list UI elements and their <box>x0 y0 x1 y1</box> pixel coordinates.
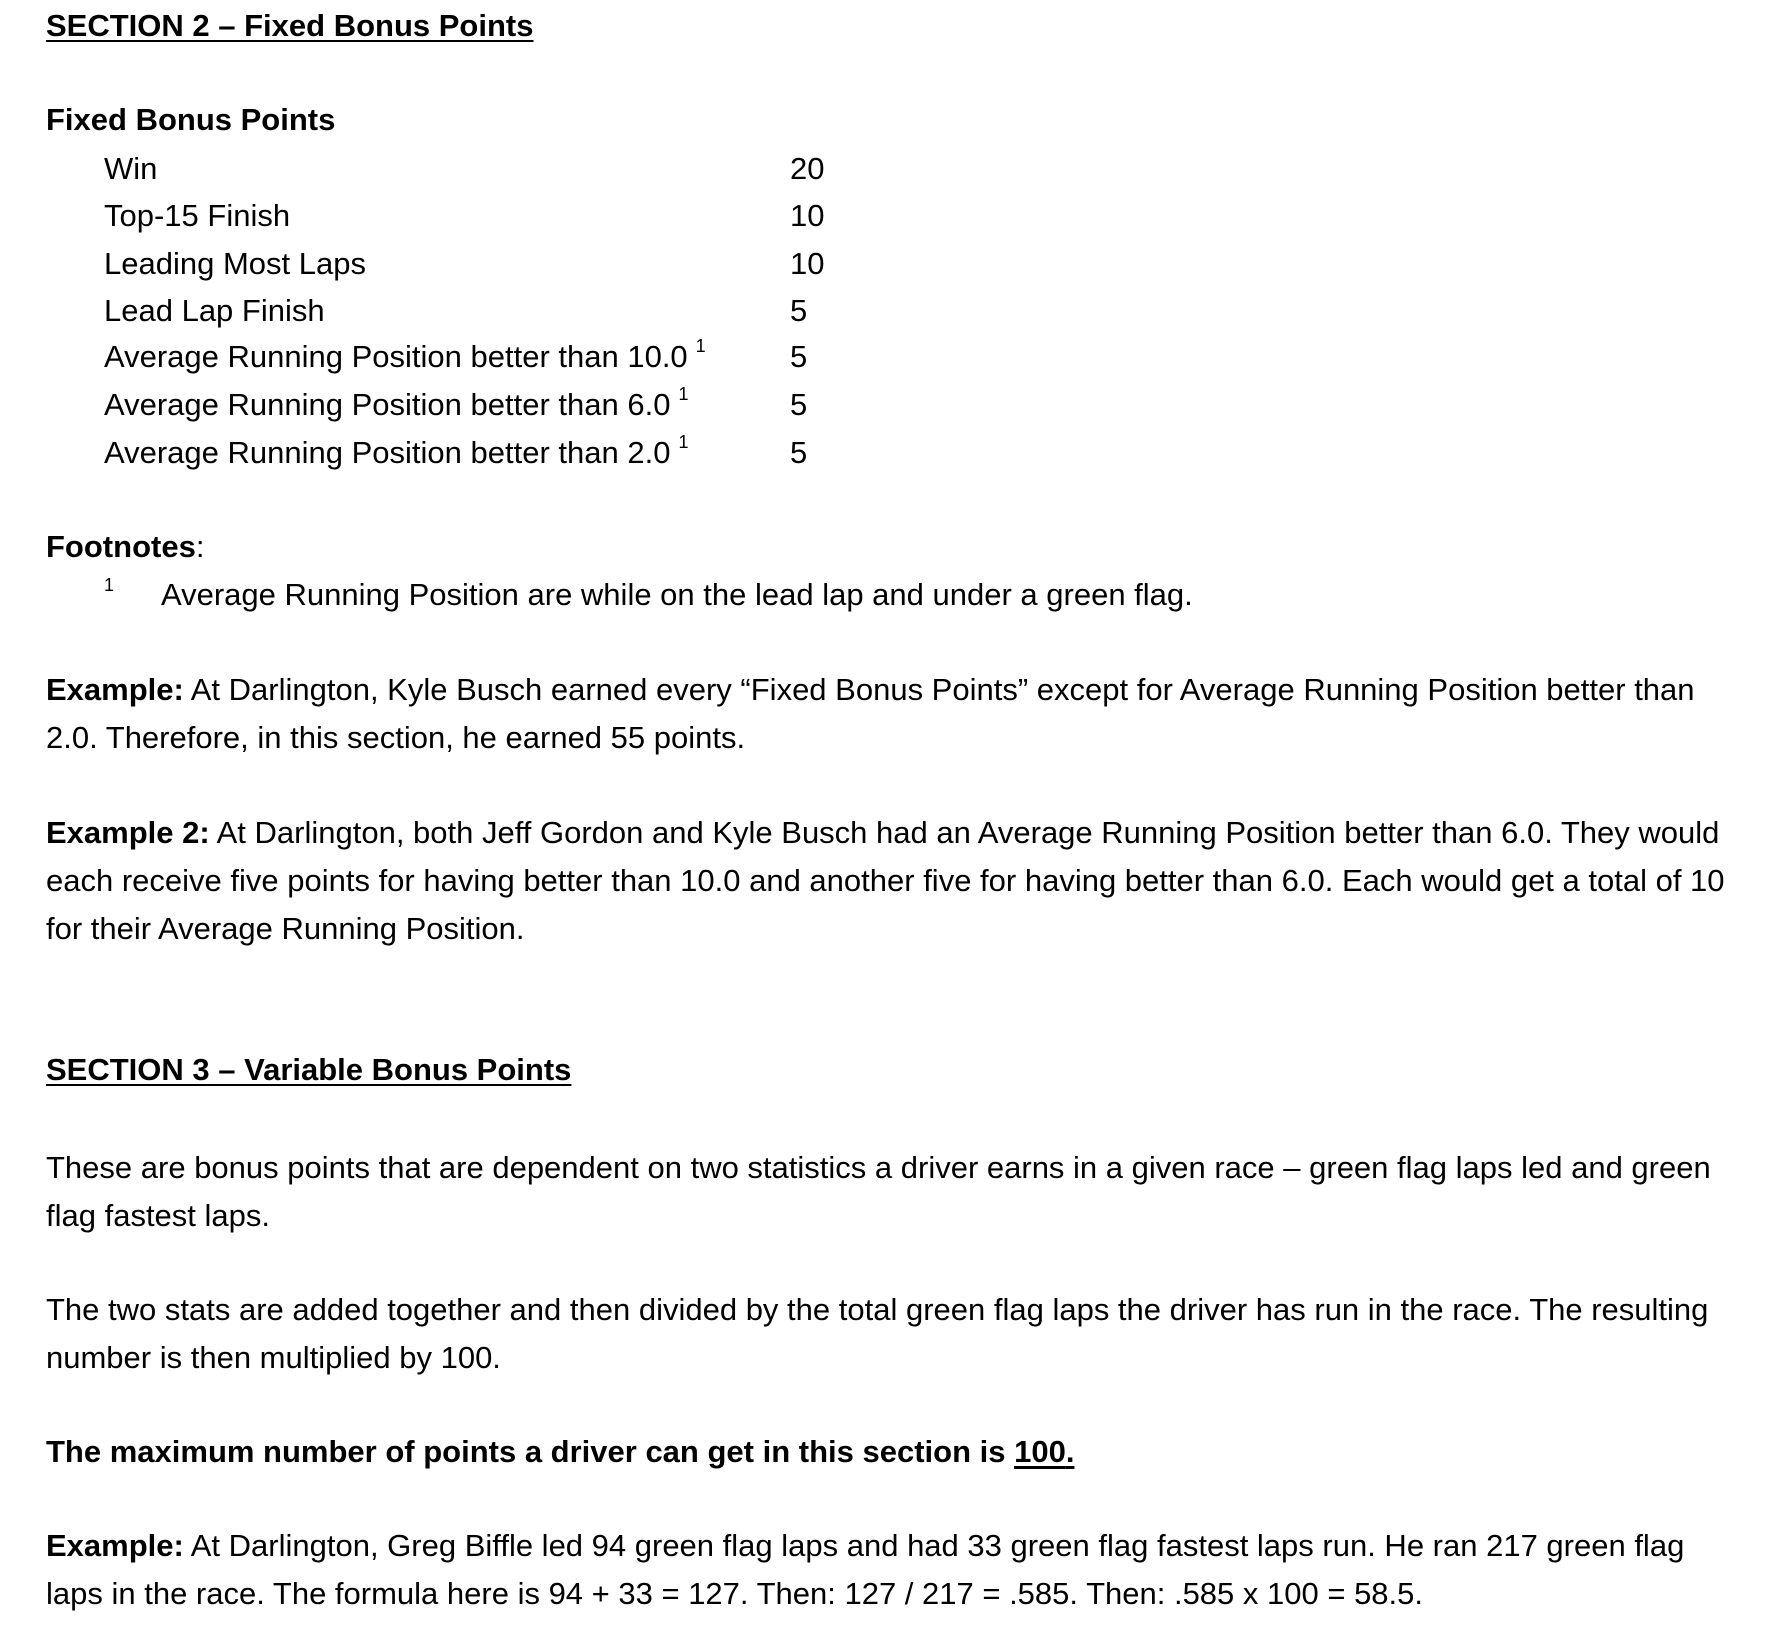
footnotes-heading: Footnotes: <box>46 529 205 564</box>
section-3-paragraph-1: These are bonus points that are dependent on two statistics a driver earns in a given race – green flag laps led and green flag fastest laps. <box>46 1150 1711 1233</box>
section-3-heading: SECTION 3 – Variable Bonus Points <box>46 1052 572 1087</box>
table-row-value: 5 <box>790 435 808 470</box>
table-row-value: 5 <box>790 387 808 422</box>
table-row-label: Average Running Position better than 2.0 $^1$ <box>104 431 689 470</box>
section-3-example-paragraph: Example: At Darlington, Greg Biffle led 94 green flag laps and had 33 green flag fastest laps run. He ran 217 green flag laps in the race. The formula here is 94 + 33 = 127. Then: 127 / 217 = .585. Then: .585 x 100 = 58.5. <box>46 1528 1685 1611</box>
table-row-label: Average Running Position better than 10.0 $^1$ <box>104 335 706 374</box>
table-row-value: 20 <box>790 151 825 186</box>
section-2-heading: SECTION 2 – Fixed Bonus Points <box>46 8 534 43</box>
maximum-points-statement: The maximum number of points a driver can get in this section is 100. <box>46 1434 1075 1469</box>
example-2-paragraph: Example 2: At Darlington, both Jeff Gordon and Kyle Busch had an Average Running Position better than 6.0. They would each receive five points for having better than 10.0 and another five for having better than 6.0. Each would get a total of 10 for their Average Running Position. <box>46 815 1725 946</box>
section-3-paragraph-2: The two stats are added together and then divided by the total green flag laps the driver has run in the race. The resulting number is then multiplied by 100. <box>46 1292 1709 1375</box>
footnote-marker: 1 <box>104 575 115 595</box>
footnote-text: Average Running Position are while on the lead lap and under a green flag. <box>161 577 1193 612</box>
table-row-value: 10 <box>790 246 825 281</box>
footnote-ref: 1 <box>678 431 689 452</box>
example-1-paragraph: Example: At Darlington, Kyle Busch earned every “Fixed Bonus Points” except for Average Running Position better than 2.0. Therefore, in this section, he earned 55 points. <box>46 672 1695 755</box>
table-row-value: 5 <box>790 339 808 374</box>
table-row-label: Top-15 Finish <box>104 198 291 233</box>
table-row-label: Win <box>104 151 158 186</box>
table-row-label: Leading Most Laps <box>104 246 366 281</box>
table-row-value: 10 <box>790 198 825 233</box>
footnote-ref: 1 <box>678 383 689 404</box>
fixed-bonus-subheading: Fixed Bonus Points <box>46 102 336 137</box>
table-row-value: 5 <box>790 293 808 328</box>
table-row-label: Lead Lap Finish <box>104 293 325 328</box>
table-row-label: Average Running Position better than 6.0 $^1$ <box>104 383 689 422</box>
footnote-ref: 1 <box>695 335 706 356</box>
